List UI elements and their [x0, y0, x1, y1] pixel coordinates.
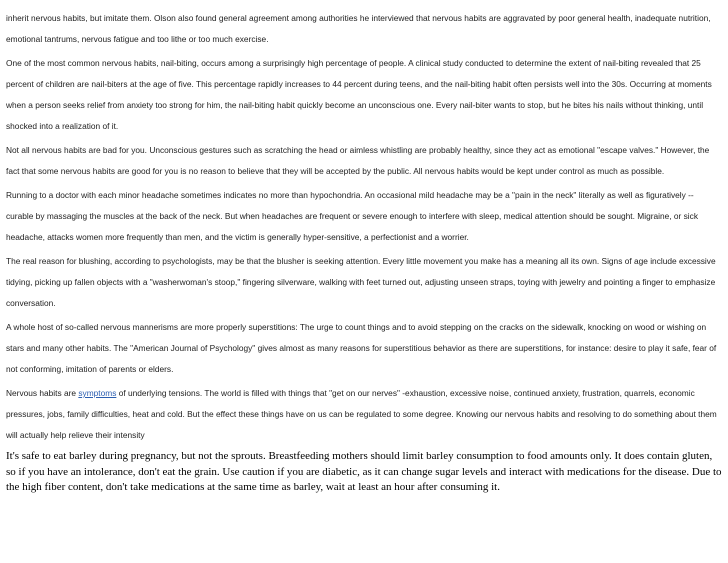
- symptoms-text-before: Nervous habits are: [6, 388, 79, 398]
- paragraph-superstitions: A whole host of so-called nervous mannerisms are more properly superstitions: The urge to count things and to avoid stepping on the cracks on the sidewalk, knocking on wood or wishing on stars and many other habits. The "American Journal of Psychology" gives almost as many reasons for superstitious behavior as there are superstitions, for instance: desire to play it safe, fear of not conforming, imitation of parents or elders.: [6, 322, 717, 374]
- paragraph-blushing: The real reason for blushing, according to psychologists, may be that the blusher is seeking attention. Every little movement you make has a meaning all its own. Signs of age include excessive tidying, picking up fallen objects with a "washerwoman's stoop," fingering silverware, walking with feet turned out, adjusting unseen straps, toying with jewelry and pointing a finger to emphasize conversation.: [6, 256, 716, 308]
- symptoms-text-after: of underlying tensions. The world is filled with things that "get on our nerves" -exhaustion, excessive noise, continued anxiety, frustration, quarrels, economic pressures, jobs, family difficulties, heat and cold. But the effect these things have on us can be regulated to some degree. Knowing our nervous habits and resolving to do something about them will actually help relieve their intensity: [6, 388, 717, 440]
- paragraph-good-habits: Not all nervous habits are bad for you. Unconscious gestures such as scratching the head or aimless whistling are probably healthy, since they act as emotional "escape valves." However, the fact that some nervous habits are good for you is no reason to believe that they will be accepted by the public. All nervous habits would be kept under control as much as possible.: [6, 145, 710, 176]
- paragraph-barley: It's safe to eat barley during pregnancy, but not the sprouts. Breastfeeding mothers should limit barley consumption to food amounts only. It does contain gluten, so if you have an intolerance, don't eat the grain. Use caution if you are diabetic, as it can change sugar levels and interact with medications for the disease. Due to the high fiber content, don't take medications at the same time as barley, wait at least an hour after consuming it.: [6, 450, 722, 493]
- paragraph-symptoms: [6, 383, 722, 446]
- paragraph-headache: Running to a doctor with each minor headache sometimes indicates no more than hypochondria. An occasional mild headache may be a "pain in the neck" literally as well as figuratively -- curable by massaging the muscles at the back of the neck. But when headaches are frequent or severe enough to interfere with sleep, medical attention should be sought. Migraine, or sick headache, attacks women more frequently than men, and the victim is generally hyper-sensitive, a perfectionist and a worrier.: [6, 190, 699, 242]
- document-body: [6, 8, 722, 496]
- paragraph-nail-biting: One of the most common nervous habits, nail-biting, occurs among a surprisingly high percentage of people. A clinical study conducted to determine the extent of nail-biting revealed that 25 percent of children are nail-biters at the age of five. This percentage rapidly increases to 44 percent during teens, and the nail-biting habit often persists well into the 30s. Occurring at moments when a person seeks relief from anxiety too strong for him, the nail-biting habit quickly become an unconscious one. Every nail-biter wants to stop, but he bites his nails without thinking, until shocked into a realization of it.: [6, 58, 712, 131]
- symptoms-link[interactable]: symptoms: [78, 388, 117, 398]
- paragraph-nervous-habits-intro: inherit nervous habits, but imitate them. Olson also found general agreement among authorities he interviewed that nervous habits are aggravated by poor general health, inadequate nutrition, emotional tantrums, nervous fatigue and too lithe or too much exercise.: [6, 13, 711, 44]
